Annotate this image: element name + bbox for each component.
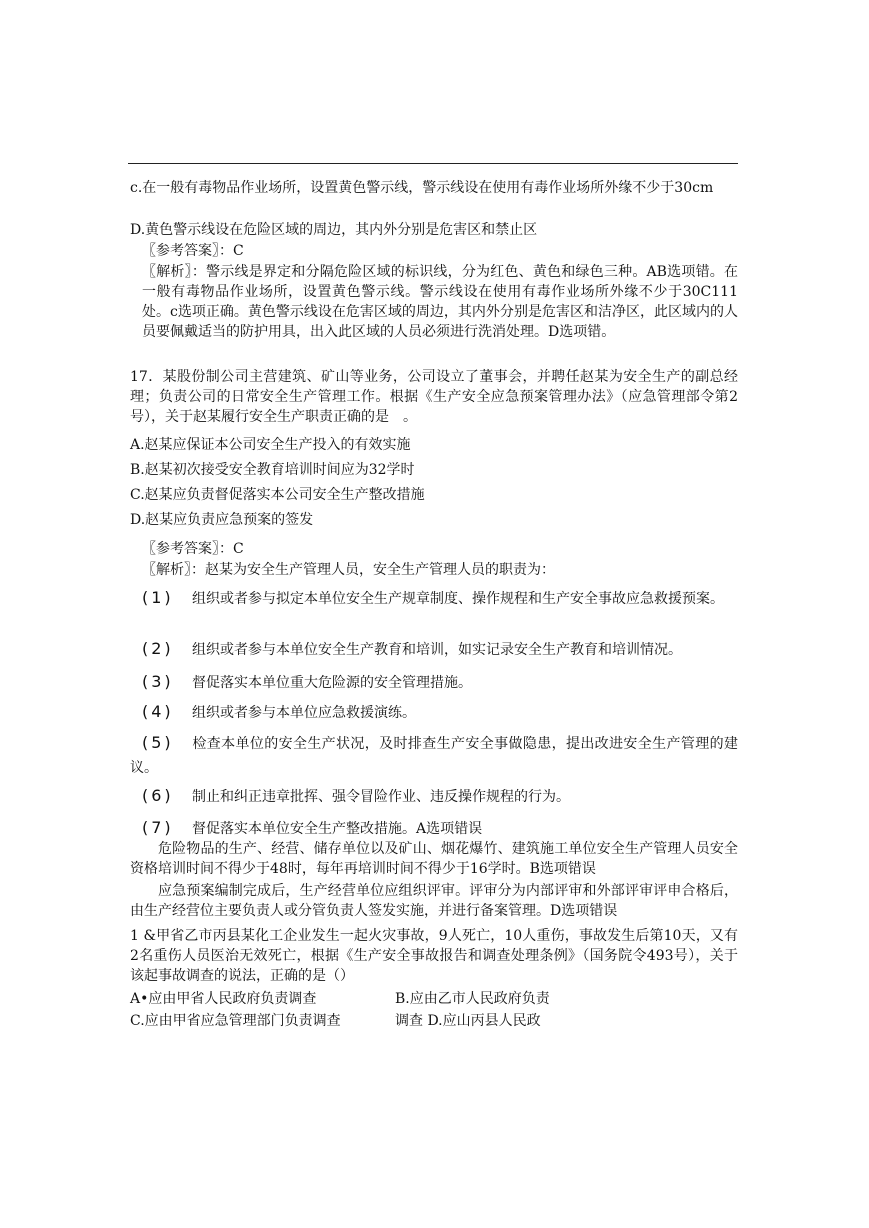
duty-7 [130, 816, 740, 841]
option-b: B.赵某初次接受安全教育培训时间应为32学时 [130, 462, 415, 478]
duty-4 [130, 700, 740, 725]
option-c: c.在一般有毒物品作业场所，设置黄色警示线，警示线设在使用有毒作业场所外缘不少于30cm [130, 180, 714, 196]
option-d: D.黄色警示线设在危险区域的周边，其内外分别是危害区和禁止区 [130, 222, 538, 238]
duty-text: 督促落实本单位重大危险源的安全管理措施。 [192, 675, 472, 691]
duty-3 [130, 670, 740, 695]
duty-2 [130, 637, 740, 662]
question-17: 17．某股份制公司主营建筑、矿山等业务，公司设立了董事会，并聘任赵某为安全生产的副总经理；负责公司的日常安全生产管理工作。根据《生产安全应急预案管理办法》（应急管理部令第2号），关于赵某履行安全生产职责正确的是 。 [130, 369, 738, 425]
list-number: (6) [142, 786, 174, 805]
duty-text: 组织或者参与本单位应急救援演练。 [192, 705, 416, 721]
option-d-18: 调查 D.应山丙县人民政 [395, 1013, 541, 1029]
option-c-17: C.赵某应负责督促落实本公司安全生产整改措施 [130, 487, 425, 503]
paragraph-training: 危险物品的生产、经营、储存单位以及矿山、烟花爆竹、建筑施工单位安全生产管理人员安全资格培训时间不得少于48时，每年再培训时间不得少于16学时。B选项错误 [130, 841, 738, 877]
list-number: (7) [142, 818, 174, 837]
duty-5 [130, 731, 738, 780]
option-a-18: A•应由甲省人民政府负责调查 [130, 991, 317, 1007]
duty-1 [130, 586, 738, 611]
duty-6 [130, 784, 740, 809]
analysis-16: 〖解析〗：警示线是界定和分隔危险区域的标识线，分为红色、黄色和绿色三种。AB选项错。在一般有毒物品作业场所，设置黄色警示线。警示线设在使用有毒作业场所外缘不少于30C111处。c选项正确。黄色警示线设在危害区域的周边，其内外分别是危害区和洁净区，此区域内的人员要佩戴适当的防护用具，出入此区域的人员必须进行洗消处理。D选项错。 [142, 264, 738, 340]
list-number: (3) [142, 672, 174, 691]
duty-text: 组织或者参与本单位安全生产教育和培训，如实记录安全生产教育和培训情况。 [192, 642, 682, 658]
header-rule [128, 163, 738, 164]
answer-16: 〖参考答案〗：C [142, 243, 244, 259]
option-a: A.赵某应保证本公司安全生产投入的有效实施 [130, 437, 411, 453]
answer-17: 〖参考答案〗：C [142, 541, 244, 557]
duty-text: 组织或者参与拟定本单位安全生产规章制度、操作规程和生产安全事故应急救援预案。 [192, 591, 724, 607]
option-b-18: B.应由乙市人民政府负责 [395, 991, 550, 1007]
analysis-17-intro: 〖解析〗：赵某为安全生产管理人员，安全生产管理人员的职责为： [142, 562, 555, 578]
duty-text: 检查本单位的安全生产状况，及时排查生产安全事做隐患，提出改进安全生产管理的建议。 [130, 736, 738, 776]
question-18: 1 &甲省乙市丙县某化工企业发生一起火灾事故，9人死亡，10人重伤，事故发生后第10天，又有2名重伤人员医治无效死亡，根据《生产安全事故报告和调查处理条例》（国务院令493号），关于该起事故调查的说法，正确的是（） [130, 928, 738, 984]
option-c-18: C.应由甲省应急管理部门负责调查 [130, 1013, 341, 1029]
duty-text: 制止和纠正违章批挥、强令冒险作业、违反操作规程的行为。 [192, 789, 570, 805]
list-number: (2) [142, 639, 174, 658]
paragraph-plan: 应急预案编制完成后，生产经营单位应组织评审。评审分为内部评审和外部评审评申合格后，由生产经营位主要负责人或分管负责人签发实施，并进行备案管理。D选项错误 [130, 883, 738, 919]
list-number: (4) [142, 702, 174, 721]
duty-text: 督促落实本单位安全生产整改措施。A选项错误 [192, 821, 483, 837]
list-number: (1) [142, 588, 174, 607]
option-d-17: D.赵某应负责应急预案的签发 [130, 512, 314, 528]
list-number: (5) [142, 733, 174, 752]
